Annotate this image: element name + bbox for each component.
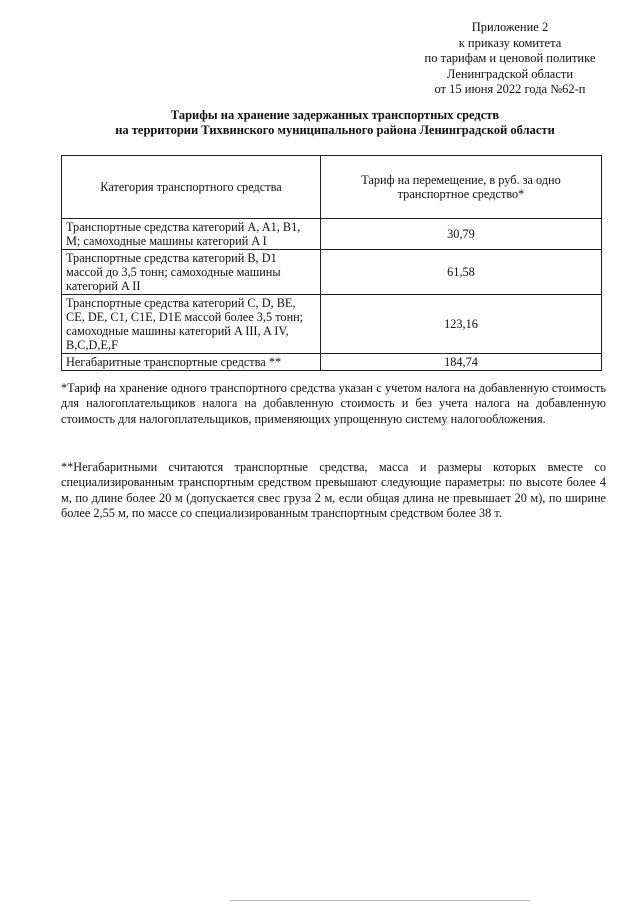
- table-header-row: [62, 156, 602, 219]
- appendix-date: от 15 июня 2022 года №62-п: [434, 82, 586, 96]
- title-line-1: Тарифы на хранение задержанных транспортных средств: [170, 108, 500, 122]
- appendix-region: Ленинградской области: [446, 66, 574, 81]
- row-category: Негабаритные транспортные средства **: [62, 354, 321, 371]
- header-tariff: Тариф на перемещение, в руб. за одно транспортное средство*: [321, 156, 602, 219]
- table-row: [62, 295, 602, 354]
- document-title: [40, 108, 630, 138]
- table-row: [62, 219, 602, 250]
- header-category: Категория транспортного средства: [62, 156, 321, 219]
- appendix-committee: по тарифам и ценовой политике: [424, 51, 596, 65]
- appendix-order-ref: к приказу комитета: [458, 35, 562, 50]
- table-row: [62, 250, 602, 295]
- title-line-2: на территории Тихвинского муниципального района Ленинградской области: [115, 123, 555, 137]
- tariff-table: [61, 155, 602, 371]
- row-category: Транспортные средства категорий A, A1, B1, M; самоходные машины категорий A I: [62, 219, 321, 250]
- row-tariff: 184,74: [321, 354, 602, 371]
- footnote-vat: *Тариф на хранение одного транспортного средства указан с учетом налога на добавленную стоимость для налогоплательщиков налога на добавленную стоимость и без учета налога на добавленную стоимость для налогоплательщиков, применяющих упрощенную систему налогообложения.: [61, 381, 606, 426]
- appendix-block: [405, 20, 615, 98]
- appendix-number: Приложение 2: [471, 20, 549, 34]
- footnote-oversized: **Негабаритными считаются транспортные средства, масса и размеры которых вместе со специализированным транспортным средством превышают следующие параметры: по высоте более 4 м, по длине более 20 м (допускается свес груза 2 м, если общая длина не превышает 20 м), по ширине более 2,55 м, по массе со специализированным транспортным средством более 38 т.: [61, 460, 606, 520]
- row-category: Транспортные средства категорий B, D1 массой до 3,5 тонн; самоходные машины категорий A II: [62, 250, 321, 295]
- row-category: Транспортные средства категорий C, D, BE, CE, DE, C1, C1E, D1E массой более 3,5 тонн; самоходные машины категорий A III, A IV, B,C,D,E,F: [62, 295, 321, 354]
- row-tariff: 123,16: [321, 295, 602, 354]
- row-tariff: 61,58: [321, 250, 602, 295]
- table-row: [62, 354, 602, 371]
- row-tariff: 30,79: [321, 219, 602, 250]
- scan-edge-line: [230, 900, 530, 901]
